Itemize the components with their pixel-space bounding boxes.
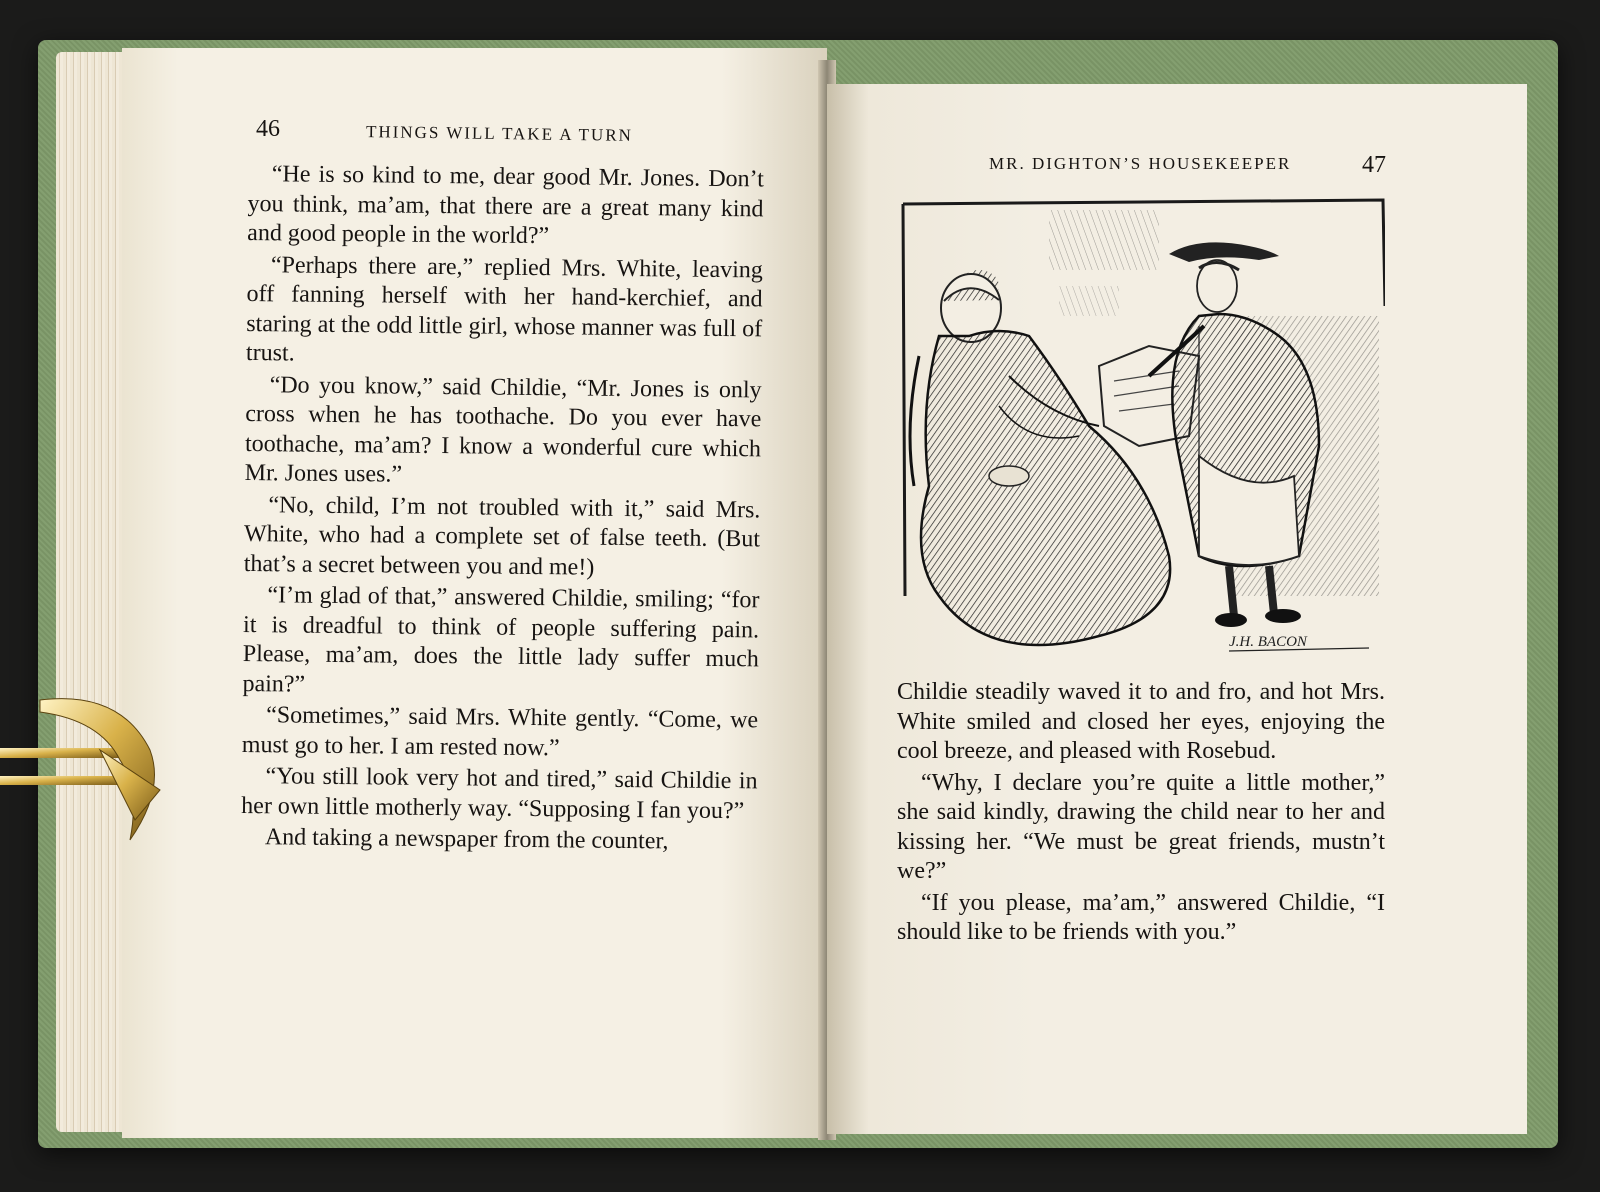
right-body-text [897,678,1385,950]
paragraph: And taking a newspaper from the counter, [264,824,669,855]
paragraph: “You still look very hot and tired,” said Childie in her own little motherly way. “Supposing I fan you?” [241,763,758,824]
anchor-bookmark-clip [0,690,180,850]
paragraph: “Do you know,” said Childie, “Mr. Jones is only cross when he has toothache. Do you ever have toothache, ma’am? I know a wonderful cure which Mr. Jones uses.” [244,371,762,488]
right-page-number: 47 [1362,152,1386,178]
illustration-signature: J.H. BACON [1229,634,1307,650]
engraving-illustration [899,196,1385,666]
seated-woman-figure [910,270,1170,645]
paragraph: “I’m glad of that,” answered Childie, smiling; “for it is dreadful to think of people suffering pain. Please, ma’am, does the little lady suffer much pain?” [242,582,760,698]
page-edges [56,52,126,1132]
right-page [827,84,1527,1134]
paragraph: “If you please, ma’am,” answered Childie, “I should like to be friends with you.” [897,889,1385,945]
paragraph: “He is so kind to me, dear good Mr. Jones. Don’t you think, ma’am, that there are a great many kind and good people in the world?” [247,161,764,250]
left-body-text [241,160,764,860]
paragraph: “Perhaps there are,” replied Mrs. White, leaving off fanning herself with her hand-kerchief, and staring at the odd little girl, whose manner was full of trust. [245,251,764,367]
left-page-number: 46 [256,116,280,142]
paragraph: “Why, I declare you’re quite a little mother,” she said kindly, drawing the child near to her and kissing her. “We must be great friends, mustn’t we?” [897,769,1385,884]
paragraph: Childie steadily waved it to and fro, and hot Mrs. White smiled and closed her eyes, enjoying the cool breeze, and pleased with Rosebud. [897,679,1385,764]
right-running-head: MR. DIGHTON’S HOUSEKEEPER [989,154,1292,173]
left-running-head: THINGS WILL TAKE A TURN [365,122,634,145]
paragraph: “Sometimes,” said Mrs. White gently. “Come, we must go to her. I am rested now.” [241,702,759,761]
paragraph: “No, child, I’m not troubled with it,” said Mrs. White, who had a complete set of false teeth. (But that’s a secret between you and me!) [243,491,761,581]
left-page [122,48,827,1138]
